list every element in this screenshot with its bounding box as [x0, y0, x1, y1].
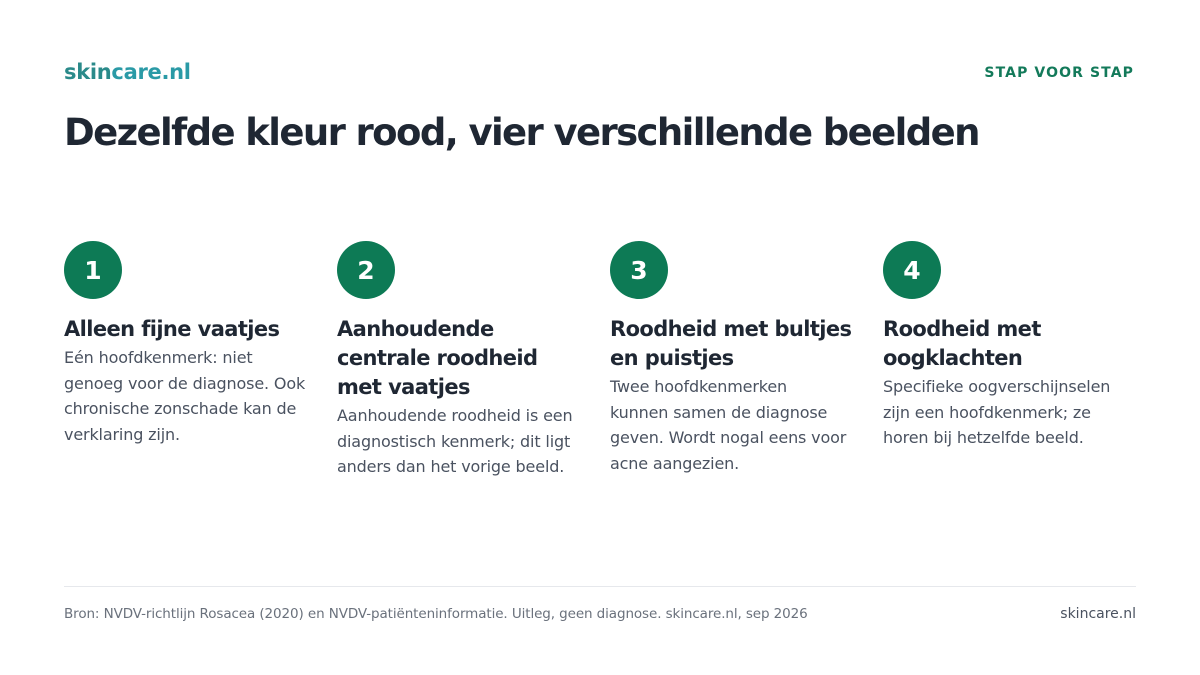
step-title: Roodheid met oogklachten — [883, 317, 1041, 370]
step-number-badge: 4 — [883, 241, 941, 299]
step-description: Twee hoofdkenmerken kunnen samen de diagnose geven. Wordt nogal eens voor acne aangezien. — [610, 377, 847, 473]
step-4 — [883, 241, 1138, 451]
step-description: Aanhoudende roodheid is een diagnostisch kenmerk; dit ligt anders dan het vorige beeld. — [337, 406, 573, 476]
footer-brand: skincare.nl — [1060, 606, 1136, 622]
step-number-badge: 2 — [337, 241, 395, 299]
step-description: Specifieke oogverschijnselen zijn een hoofdkenmerk; ze horen bij hetzelfde beeld. — [883, 377, 1111, 447]
step-number-badge: 1 — [64, 241, 122, 299]
step-1 — [64, 241, 319, 447]
step-title: Aanhoudende centrale roodheid met vaatjes — [337, 317, 538, 399]
brand-logo-part1: skin — [64, 60, 112, 84]
page-title: Dezelfde kleur rood, vier verschillende beelden — [64, 111, 979, 154]
step-description: Eén hoofdkenmerk: niet genoeg voor de diagnose. Ook chronische zonschade kan de verklaring zijn. — [64, 348, 306, 444]
brand-logo — [64, 58, 191, 86]
footer-divider — [64, 586, 1136, 587]
section-tag: STAP VOOR STAP — [984, 65, 1134, 81]
step-title: Alleen fijne vaatjes — [64, 317, 280, 341]
source-note: Bron: NVDV-richtlijn Rosacea (2020) en NVDV-patiënteninformatie. Uitleg, geen diagnose. skincare.nl, sep 2026 — [64, 606, 808, 622]
brand-logo-part2: care.nl — [111, 60, 191, 84]
step-2 — [337, 241, 592, 480]
step-3 — [610, 241, 865, 476]
step-number-badge: 3 — [610, 241, 668, 299]
step-title: Roodheid met bultjes en puistjes — [610, 317, 852, 370]
